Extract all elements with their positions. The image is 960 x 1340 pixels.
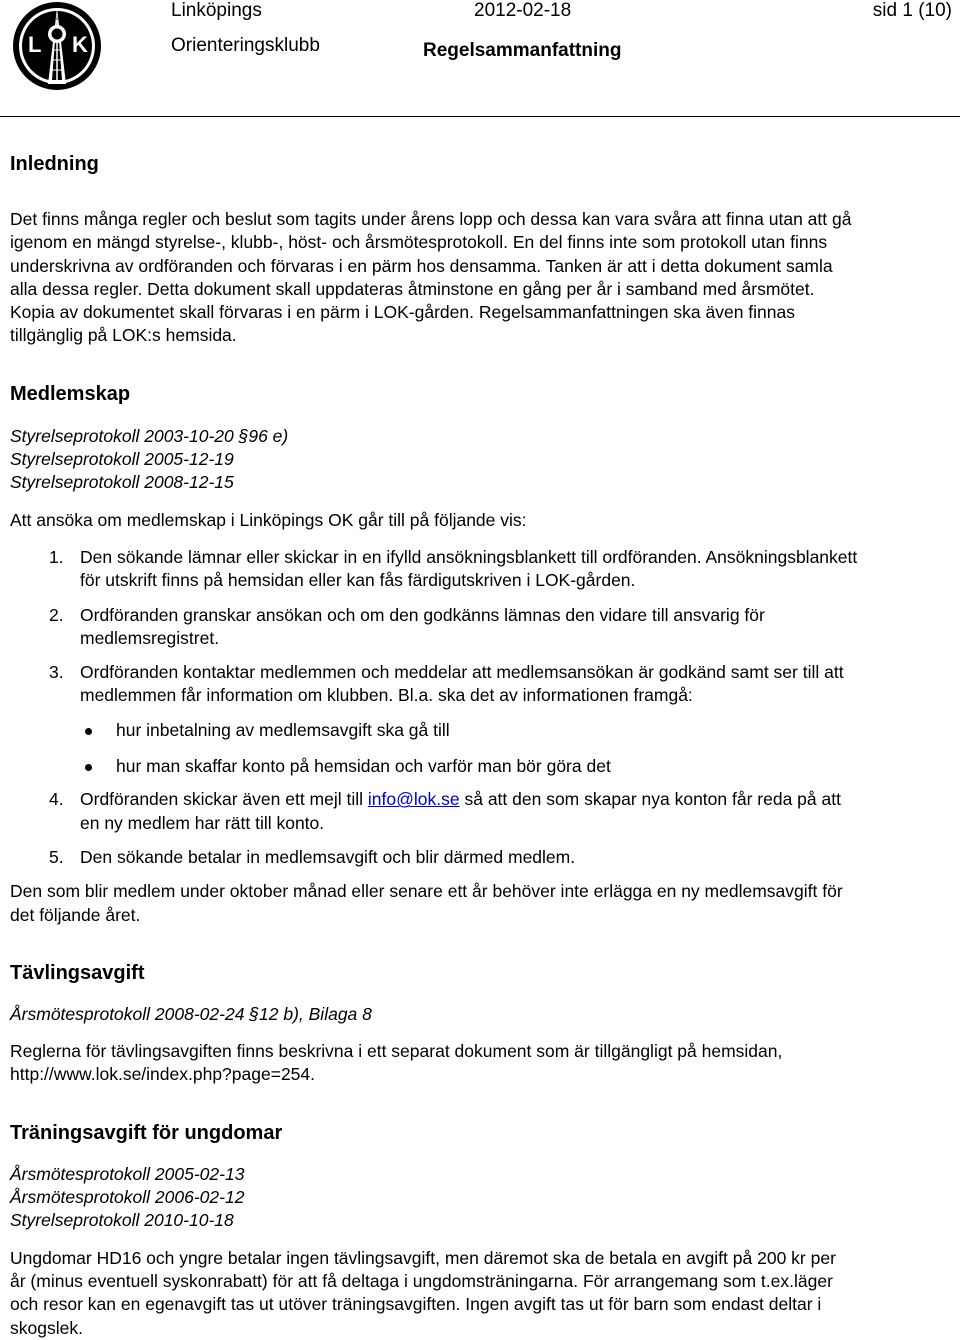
step-text: Ordföranden granskar ansökan och om den godkänns lämnas den vidare till ansvarig för — [80, 604, 765, 625]
competition-url: http://www.lok.se/index.php?page=254. — [10, 1064, 316, 1085]
step-number: 2. — [49, 604, 64, 625]
step-number: 5. — [49, 846, 64, 867]
bullet-item — [10, 755, 956, 778]
competition-ref: Årsmötesprotokoll 2008-02-24 §12 b), Bilaga 8 — [10, 1003, 372, 1024]
page-header — [0, 0, 960, 120]
club-logo — [4, 0, 122, 92]
training-ref: Årsmötesprotokoll 2005-02-13 — [10, 1163, 245, 1184]
document-body — [10, 150, 956, 1340]
membership-step-3 — [10, 661, 956, 708]
membership-step-2 — [10, 604, 956, 651]
heading-inledning: Inledning — [10, 153, 99, 175]
step-text: Den sökande betalar in medlemsavgift och blir därmed medlem. — [80, 846, 576, 867]
step-text-pre: Ordföranden skickar även ett mejl till — [80, 789, 368, 810]
intro-line: alla dessa regler. Detta dokument skall uppdateras åtminstone en gång per år i samband med årsmötet. — [10, 278, 815, 299]
intro-line: underskrivna av ordföranden och förvaras i en pärm hos densamma. Tanken är att i detta dokument samla — [10, 255, 833, 276]
membership-step-1 — [10, 546, 956, 593]
step-text: medlemmen får information om klubben. Bl.a. ska det av informationen framgå: — [80, 685, 693, 706]
intro-line: tillgänglig på LOK:s hemsida. — [10, 325, 237, 346]
header-page-number: sid 1 (10) — [872, 0, 952, 21]
competition-text: Reglerna för tävlingsavgiften finns beskrivna i ett separat dokument som är tillgängligt på hemsidan, — [10, 1041, 783, 1062]
bullet-text: hur man skaffar konto på hemsidan och varför man bör göra det — [116, 756, 611, 777]
training-ref: Årsmötesprotokoll 2006-02-12 — [10, 1187, 245, 1208]
membership-step-4 — [10, 788, 956, 835]
intro-line: igenom en mängd styrelse-, klubb-, höst- och årsmötesprotokoll. En del finns inte som protokoll utan finns — [10, 232, 828, 253]
step-text: medlemsregistret. — [80, 627, 220, 648]
header-org-line1: Linköpings — [171, 0, 262, 21]
step-number: 3. — [49, 662, 64, 683]
training-text: skogslek. — [10, 1317, 83, 1338]
intro-line: Det finns många regler och beslut som tagits under årens lopp och dessa kan vara svåra att finna utan att gå — [10, 209, 852, 229]
step-number: 4. — [49, 789, 64, 810]
email-link[interactable]: info@lok.se — [367, 789, 460, 810]
training-text: år (minus eventuell syskonrabatt) för att få deltaga i ungdomsträningarna. För arrangemang som t.ex.läger — [10, 1270, 833, 1291]
membership-ref: Styrelseprotokoll 2003-10-20 §96 e) — [10, 425, 289, 446]
heading-tavlingsavgift: Tävlingsavgift — [10, 961, 145, 984]
membership-ref: Styrelseprotokoll 2008-12-15 — [10, 472, 234, 493]
heading-traningsavgift: Träningsavgift för ungdomar — [10, 1121, 283, 1144]
bullet-item — [10, 719, 956, 742]
svg-text:L: L — [28, 32, 42, 57]
membership-step-5 — [10, 846, 956, 869]
membership-ref: Styrelseprotokoll 2005-12-19 — [10, 449, 234, 470]
svg-text:K: K — [72, 32, 88, 57]
header-rule — [0, 116, 960, 117]
step-text: Den sökande lämnar eller skickar in en ifylld ansökningsblankett till ordföranden. Ansökningsblankett — [80, 546, 858, 567]
training-text: och resor kan en egenavgift tas ut utöver träningsavgiften. Ingen avgift tas ut för barn som endast deltar i — [10, 1294, 822, 1315]
step-text — [80, 788, 956, 811]
header-org-line2: Orienteringsklubb — [171, 35, 320, 56]
training-ref: Styrelseprotokoll 2010-10-18 — [10, 1210, 234, 1231]
membership-lead: Att ansöka om medlemskap i Linköpings OK går till på följande vis: — [10, 509, 527, 530]
step-text: för utskrift finns på hemsidan eller kan fås färdigutskriven i LOK-gården. — [80, 570, 636, 591]
step-text-post: så att den som skapar nya konton får reda på att — [459, 789, 841, 810]
header-doc-title: Regelsammanfattning — [423, 40, 622, 61]
bullet-text: hur inbetalning av medlemsavgift ska gå till — [116, 719, 450, 740]
step-text: en ny medlem har rätt till konto. — [80, 812, 325, 833]
heading-medlemskap: Medlemskap — [10, 382, 131, 405]
step-number: 1. — [49, 546, 64, 567]
intro-line: Kopia av dokumentet skall förvaras i en pärm i LOK-gården. Regelsammanfattningen ska även finnas — [10, 302, 796, 323]
membership-closing: Den som blir medlem under oktober månad eller senare ett år behöver inte erlägga en ny medlemsavgift för — [10, 881, 843, 902]
membership-closing: det följande året. — [10, 904, 141, 925]
training-text: Ungdomar HD16 och yngre betalar ingen tävlingsavgift, men däremot ska de betala en avgift på 200 kr per — [10, 1247, 836, 1268]
header-date: 2012-02-18 — [474, 0, 572, 21]
bullet-icon — [85, 764, 92, 771]
step-text: Ordföranden kontaktar medlemmen och meddelar att medlemsansökan är godkänd samt ser till att — [80, 662, 844, 683]
bullet-icon — [85, 728, 92, 735]
